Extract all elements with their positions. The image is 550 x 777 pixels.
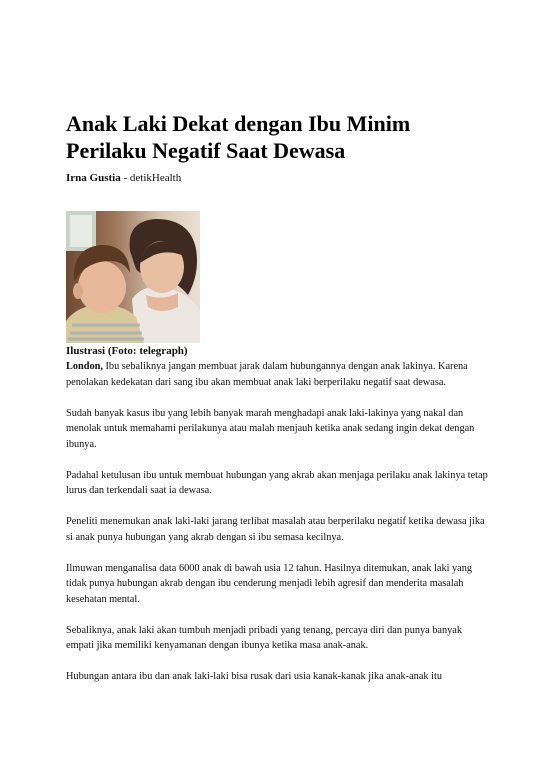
title-line-1: Anak Laki Dekat dengan Ibu Minim [66,111,411,136]
article-title [66,110,486,164]
mother-son-photo [66,211,200,343]
title-line-2: Perilaku Negatif Saat Dewasa [66,138,346,163]
article-photo [66,211,200,343]
paragraph-6: Sebaliknya, anak laki akan tumbuh menjadi pribadi yang tenang, percaya diri dan punya banyak empati jika memiliki kenyamanan dengan ibunya ketika masa anak-anak. [66,624,463,651]
paragraph-4: Peneliti menemukan anak laki-laki jarang terlibat masalah atau berperilaku negatif ketika dewasa jika si anak punya hubungan yang akrab dengan si ibu semasa kecilnya. [66,516,485,543]
dateline: London, [66,361,103,372]
byline-separator: - [120,172,130,184]
source-name: detikHealth [129,172,182,184]
paragraph-3: Padahal ketulusan ibu untuk membuat hubungan yang akrab akan menjaga perilaku anak lakinya tetap lurus dan terkendali saat ia dewasa. [66,469,488,496]
paragraph-7: Hubungan antara ibu dan anak laki-laki bisa rusak dari usia kanak-kanak jika anak-anak itu [66,671,442,682]
paragraph-2: Sudah banyak kasus ibu yang lebih banyak marah menghadapi anak laki-lakinya yang nakal dan menolak untuk memahami perilakunya atau malah menjauh ketika anak sedang ingin dekat dengan ibunya. [66,407,475,450]
byline [66,172,181,184]
photo-caption: Ilustrasi (Foto: telegraph) [66,345,188,357]
paragraph-5: Ilmuwan menganalisa data 6000 anak di bawah usia 12 tahun. Hasilnya ditemukan, anak laki yang tidak punya hubungan akrab dengan ibu cenderung menjadi lebih agresif dan menderita masalah kesehatan mental. [66,562,473,605]
paragraph-1-text: Ibu sebaliknya jangan membuat jarak dalam hubungannya dengan anak lakinya. Karena penolakan kedekatan dari sang ibu akan membuat anak laki berperilaku negatif saat dewasa. [66,361,468,388]
paragraph-1 [66,359,488,390]
article-body [66,359,488,700]
author-name: Irna Gustia [66,172,121,184]
